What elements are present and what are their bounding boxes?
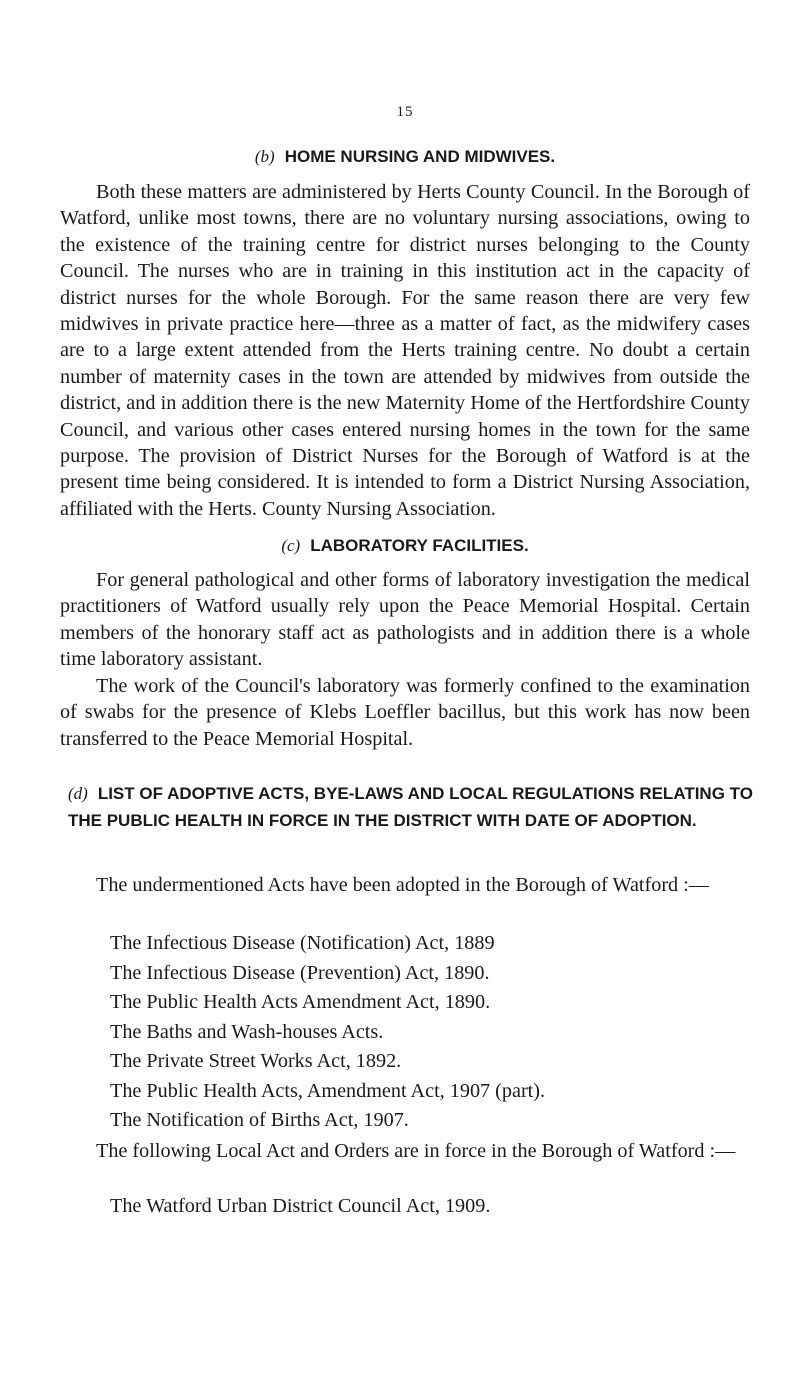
section-b-title: HOME NURSING AND MIDWIVES. xyxy=(284,147,556,166)
section-d-title: LIST OF ADOPTIVE ACTS, BYE-LAWS AND LOCAL REGULATIONS RELATING TO THE PUBLIC HEALTH IN FORCE IN THE DISTRICT WITH DATE OF ADOPTION. xyxy=(68,784,753,830)
list-item: The Infectious Disease (Notification) Act, 1889 xyxy=(110,932,495,954)
local-acts-list xyxy=(60,1192,800,1222)
laboratory-paragraph-1: For general pathological and other forms of laboratory investigation the medical practitioners of Watford usually rely upon the Peace Memorial Hospital. Certain members of the honorary staff act as pathologists and in addition there is a whole time laboratory assistant. xyxy=(60,569,750,671)
home-nursing-paragraph: Both these matters are administered by Herts County Council. In the Borough of Watford, unlike most towns, there are no voluntary nursing associations, owing to the existence of the training centre for district nurses belonging to the County Council. The nurses who are in training in this institution act in the capacity of district nurses for the whole Borough. For the same reason there are very few midwives in private practice here—three as a matter of fact, as the midwifery cases are to a large extent attended from the Herts training centre. No doubt a certain number of maternity cases in the town are attended by midwives from outside the district, and in addition there is the new Maternity Home of the Hertfordshire County Council, and various other cases entered nursing homes in the town for the same purpose. The provision of District Nurses for the Borough of Watford is at the present time being considered. It is intended to form a District Nursing Association, affiliated with the Herts. County Nursing Association. xyxy=(60,181,750,520)
section-d-letter: (d) xyxy=(68,784,88,803)
laboratory-paragraph-2: The work of the Council's laboratory was formerly confined to the examination of swabs for the presence of Klebs Loeffler bacillus, but this work has now been transferred to the Peace Memorial Hospital. xyxy=(60,675,750,750)
list-item: The Notification of Births Act, 1907. xyxy=(110,1109,409,1131)
list-item: The Public Health Acts Amendment Act, 1890. xyxy=(110,991,491,1013)
local-acts-intro: The following Local Act and Orders are in force in the Borough of Watford :— xyxy=(96,1140,736,1162)
adoptive-acts-intro: The undermentioned Acts have been adopted in the Borough of Watford :— xyxy=(96,874,709,896)
list-item: The Public Health Acts, Amendment Act, 1907 (part). xyxy=(110,1079,546,1102)
section-c-title: LABORATORY FACILITIES. xyxy=(310,536,529,555)
list-item: The Watford Urban District Council Act, 1909. xyxy=(110,1195,491,1217)
page-number: 15 xyxy=(396,104,414,120)
section-c-letter: (c) xyxy=(281,536,301,555)
list-item: The Infectious Disease (Prevention) Act, 1890. xyxy=(110,961,490,984)
section-b-heading xyxy=(60,143,750,170)
section-d-heading xyxy=(60,780,758,834)
list-item: The Baths and Wash-houses Acts. xyxy=(110,1020,384,1043)
section-b-letter: (b) xyxy=(254,147,275,166)
list-item: The Private Street Works Act, 1892. xyxy=(110,1050,402,1072)
adoptive-acts-list xyxy=(60,929,800,1136)
section-c-heading xyxy=(60,532,750,559)
